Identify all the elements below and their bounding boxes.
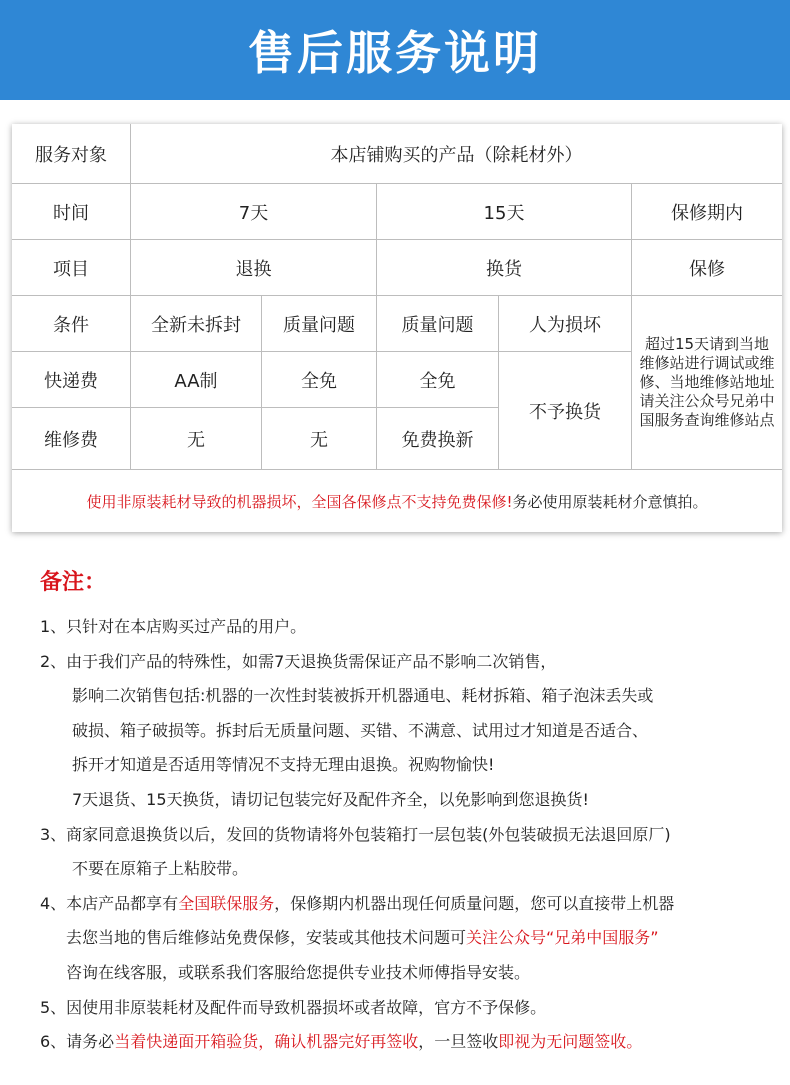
note-5: 5、因使用非原装耗材及配件而导致机器损坏或者故障，官方不予保修。 xyxy=(40,997,547,1017)
note-4-line-1 xyxy=(40,887,770,922)
note-6 xyxy=(40,1025,770,1060)
shipping-free-cell: 全免 xyxy=(262,352,377,408)
consumables-warning xyxy=(12,470,782,532)
shipping-aa-cell: AA制 xyxy=(131,352,262,408)
note-2-red-line-2: 破损、箱子破损等。拆封后无质量问题、买错、不满意、试用过才知道是否适合、 xyxy=(72,720,649,740)
notes-section xyxy=(40,565,770,1060)
repair-fee-none-quality-cell: 无 xyxy=(262,408,377,470)
note-6-red-a: 当着快递面开箱验货，确认机器完好再签收 xyxy=(114,1032,419,1052)
repair-fee-free-new-cell: 免费换新 xyxy=(377,408,499,470)
note-4-red-a: 全国联保服务 xyxy=(178,893,275,913)
note-6-red-b: 即视为无问题签收。 xyxy=(498,1032,643,1052)
note-6-text-a: 6、请务必 xyxy=(40,1032,115,1052)
note-4-line-2 xyxy=(40,921,770,956)
note-2-red-line-4: 7天退货、15天换货，请切记包装完好及配件齐全，以免影响到您退换货! xyxy=(72,789,589,809)
note-4-text-a-end: ，保修期内机器出现任何质量问题，您可以直接带上机器 xyxy=(274,893,675,913)
warning-black-text: 务必使用原装耗材介意慎拍。 xyxy=(512,492,708,511)
note-4-line-3: 咨询在线客服，或联系我们客服给您提供专业技术师傅指导安装。 xyxy=(66,962,531,982)
time-15-cell: 15天 xyxy=(377,184,632,240)
time-label-cell: 时间 xyxy=(12,184,131,240)
item-repair-cell: 保修 xyxy=(632,240,782,296)
shipping-free-exchange-cell: 全免 xyxy=(377,352,499,408)
note-2: 2、由于我们产品的特殊性，如需7天退换货需保证产品不影响二次销售， xyxy=(40,651,557,671)
repair-fee-label-cell: 维修费 xyxy=(12,408,131,470)
service-label-cell: 服务对象 xyxy=(12,124,131,184)
page-title: 售后服务说明 xyxy=(248,26,542,80)
condition-quality-cell: 质量问题 xyxy=(262,296,377,352)
condition-label-cell: 条件 xyxy=(12,296,131,352)
note-2-red-line-3: 拆开才知道是否适用等情况不支持无理由退换。祝购物愉快! xyxy=(72,755,495,775)
note-4-red-b: 关注公众号“兄弟中国服务” xyxy=(466,928,659,948)
service-value-cell: 本店铺购买的产品（除耗材外） xyxy=(131,124,782,184)
page-header xyxy=(0,0,790,100)
notes-title: 备注： xyxy=(40,570,107,595)
note-6-text-mid: ，一旦签收 xyxy=(418,1032,499,1052)
note-2-red-line-1: 影响二次销售包括:机器的一次性封装被拆开机器通电、耗材拆箱、箱子泡沫丢失或 xyxy=(72,686,654,706)
condition-human-damage-cell: 人为损坏 xyxy=(499,296,632,352)
note-4-text-a: 4、本店产品都享有 xyxy=(40,893,179,913)
shipping-label-cell: 快递费 xyxy=(12,352,131,408)
service-table xyxy=(12,124,782,532)
note-3: 3、商家同意退换货以后，发回的货物请将外包装箱打一层包装(外包装破损无法退回原厂) xyxy=(40,824,671,844)
item-exchange-cell: 换货 xyxy=(377,240,632,296)
repair-fee-none-cell: 无 xyxy=(131,408,262,470)
item-return-cell: 退换 xyxy=(131,240,377,296)
no-exchange-cell: 不予换货 xyxy=(499,352,632,470)
item-label-cell: 项目 xyxy=(12,240,131,296)
condition-quality-exchange-cell: 质量问题 xyxy=(377,296,499,352)
time-7-cell: 7天 xyxy=(131,184,377,240)
repair-note-cell: 超过15天请到当地维修站进行调试或维修、当地维修站地址请关注公众号兄弟中国服务查询维修站点 xyxy=(632,296,782,470)
condition-unopened-cell: 全新未拆封 xyxy=(131,296,262,352)
note-4-text-b: 去您当地的售后维修站免费保修，安装或其他技术问题可 xyxy=(66,928,467,948)
note-3-red-line: 不要在原箱子上粘胶带。 xyxy=(72,859,249,879)
warning-red-text: 使用非原装耗材导致的机器损坏，全国各保修点不支持免费保修! xyxy=(86,492,513,511)
time-warranty-cell: 保修期内 xyxy=(632,184,782,240)
note-1: 1、只针对在本店购买过产品的用户。 xyxy=(40,617,307,636)
